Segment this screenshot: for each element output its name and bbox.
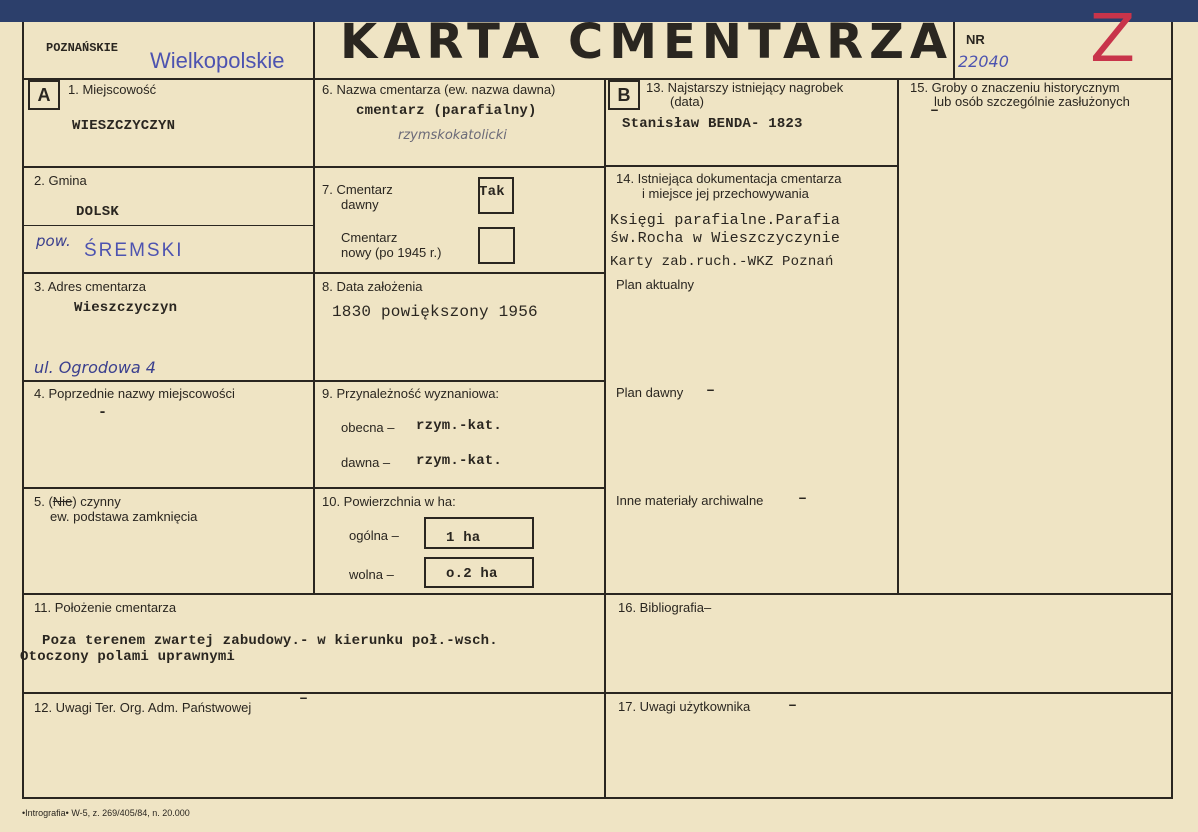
field11-line1: Poza terenem zwartej zabudowy.- w kierunku poł.-wsch. xyxy=(42,633,498,649)
field7-new-label-1: Cmentarz xyxy=(341,230,398,245)
field16-label xyxy=(618,600,711,616)
frame-left xyxy=(22,22,24,799)
field10-total-value: 1 ha xyxy=(446,530,481,546)
field7-new-label-2: nowy (po 1945 r.) xyxy=(341,245,442,260)
row-rule-c3-1 xyxy=(604,165,898,167)
field15-value: – xyxy=(930,102,940,119)
section-a-box: A xyxy=(28,80,60,110)
col-divider-3 xyxy=(897,79,899,594)
plan-old-label: Plan dawny xyxy=(616,385,684,400)
field2-pow-label: pow. xyxy=(36,232,71,250)
nr-box-left xyxy=(953,22,955,79)
nr-label: NR xyxy=(966,32,985,47)
field5-label-suffix: ) czynny xyxy=(72,494,121,509)
field14-line1: Księgi parafialne.Parafia xyxy=(610,212,841,229)
field7-new-box xyxy=(478,227,515,264)
field16-label-text: 16. Bibliografia xyxy=(618,600,704,615)
page-title: KARTA CMENTARZA xyxy=(340,14,954,70)
field16-value: – xyxy=(704,600,712,615)
field2-value: DOLSK xyxy=(76,204,120,220)
field9-current-label: obecna – xyxy=(341,420,395,435)
row-rule-c2-1 xyxy=(313,166,605,168)
row-rule-c1-1 xyxy=(22,166,314,168)
field9-label: 9. Przynależność wyznaniowa: xyxy=(322,386,500,401)
row-rule-c2-2 xyxy=(313,272,605,274)
field9-old-label: dawna – xyxy=(341,455,391,470)
field1-label: 1. Miejscowość xyxy=(68,82,157,97)
field5-label-struck: Nie xyxy=(52,494,73,509)
field2-label: 2. Gmina xyxy=(34,173,87,188)
section-b-box: B xyxy=(608,80,640,110)
col-divider-1 xyxy=(313,79,315,594)
field6-label: 6. Nazwa cmentarza (ew. nazwa dawna) xyxy=(322,82,556,97)
field17-label: 17. Uwagi użytkownika xyxy=(618,699,751,714)
frame-right xyxy=(1171,22,1173,799)
field12-label: 12. Uwagi Ter. Org. Adm. Państwowej xyxy=(34,700,252,715)
field8-label: 8. Data założenia xyxy=(322,279,423,294)
field1-value: WIESZCZYCZYN xyxy=(72,118,176,134)
field14-label-2: i miejsce jej przechowywania xyxy=(642,186,809,201)
row-rule-c1-3 xyxy=(22,380,314,382)
row-rule-c1-2 xyxy=(22,272,314,274)
nr-value: 22040 xyxy=(958,52,1009,71)
title-left-rule xyxy=(313,22,315,79)
row-rule-bottom-2 xyxy=(22,692,1173,694)
province-old: POZNAŃSKIE xyxy=(46,41,119,55)
field13-label-1: 13. Najstarszy istniejący nagrobek xyxy=(646,80,844,95)
field10-free-value: o.2 ha xyxy=(446,566,498,582)
field8-value: 1830 powiększony 1956 xyxy=(332,303,538,321)
row-rule-bottom-1 xyxy=(22,593,1173,595)
field14-line3: Karty zab.ruch.-WKZ Poznań xyxy=(610,254,834,270)
field9-current-value: rzym.-kat. xyxy=(416,418,503,434)
field7-old-value: Tak xyxy=(479,184,505,200)
field17-value: – xyxy=(788,697,798,714)
archive-value: – xyxy=(798,490,808,507)
field5-label2: ew. podstawa zamknięcia xyxy=(50,509,198,524)
field6-hand: rzymskokatolicki xyxy=(398,128,507,143)
row-rule-c2-3 xyxy=(313,380,605,382)
corner-mark: Z xyxy=(1090,0,1136,77)
field12-value: – xyxy=(299,690,309,707)
field4-value: - xyxy=(98,404,108,421)
field11-label: 11. Położenie cmentarza xyxy=(34,600,177,615)
field5-label-prefix: 5. ( xyxy=(34,494,53,509)
field7-old-label-2: dawny xyxy=(341,197,379,212)
address-hrule xyxy=(22,225,314,226)
field3-value: Wieszczyczyn xyxy=(74,300,178,316)
field13-value: Stanisław BENDA- 1823 xyxy=(622,116,803,132)
field15-label-2: lub osób szczególnie zasłużonych xyxy=(934,94,1130,109)
field9-old-value: rzym.-kat. xyxy=(416,453,503,469)
archive-label: Inne materiały archiwalne xyxy=(616,493,764,508)
field4-label: 4. Poprzednie nazwy miejscowości xyxy=(34,386,235,401)
field5-label xyxy=(34,494,121,510)
province-stamp: Wielkopolskie xyxy=(150,48,285,73)
row-rule-c2-4 xyxy=(313,487,605,489)
plan-current-label: Plan aktualny xyxy=(616,277,695,292)
field10-free-label: wolna – xyxy=(349,567,394,582)
field3-label: 3. Adres cmentarza xyxy=(34,279,146,294)
frame-bottom xyxy=(22,797,1173,799)
row-rule-c1-4 xyxy=(22,487,314,489)
col-divider-2 xyxy=(604,79,606,797)
field10-total-label: ogólna – xyxy=(349,528,399,543)
field7-old-label-1: 7. Cmentarz xyxy=(322,182,393,197)
field14-label-1: 14. Istniejąca dokumentacja cmentarza xyxy=(616,171,842,186)
field2-pow-value: ŚREMSKI xyxy=(84,240,184,261)
plan-old-value: – xyxy=(706,382,716,399)
field3-street: ul. Ogrodowa 4 xyxy=(34,358,156,377)
print-footer: •Intrografia• W-5, z. 269/405/84, n. 20.000 xyxy=(22,808,190,818)
field11-line2: Otoczony polami uprawnymi xyxy=(20,649,236,665)
field10-label: 10. Powierzchnia w ha: xyxy=(322,494,456,509)
field15-label-1: 15. Groby o znaczeniu historycznym xyxy=(910,80,1120,95)
field13-label-2: (data) xyxy=(670,94,704,109)
field14-line2: św.Rocha w Wieszczyczynie xyxy=(610,230,841,247)
field6-value: cmentarz (parafialny) xyxy=(356,103,537,119)
